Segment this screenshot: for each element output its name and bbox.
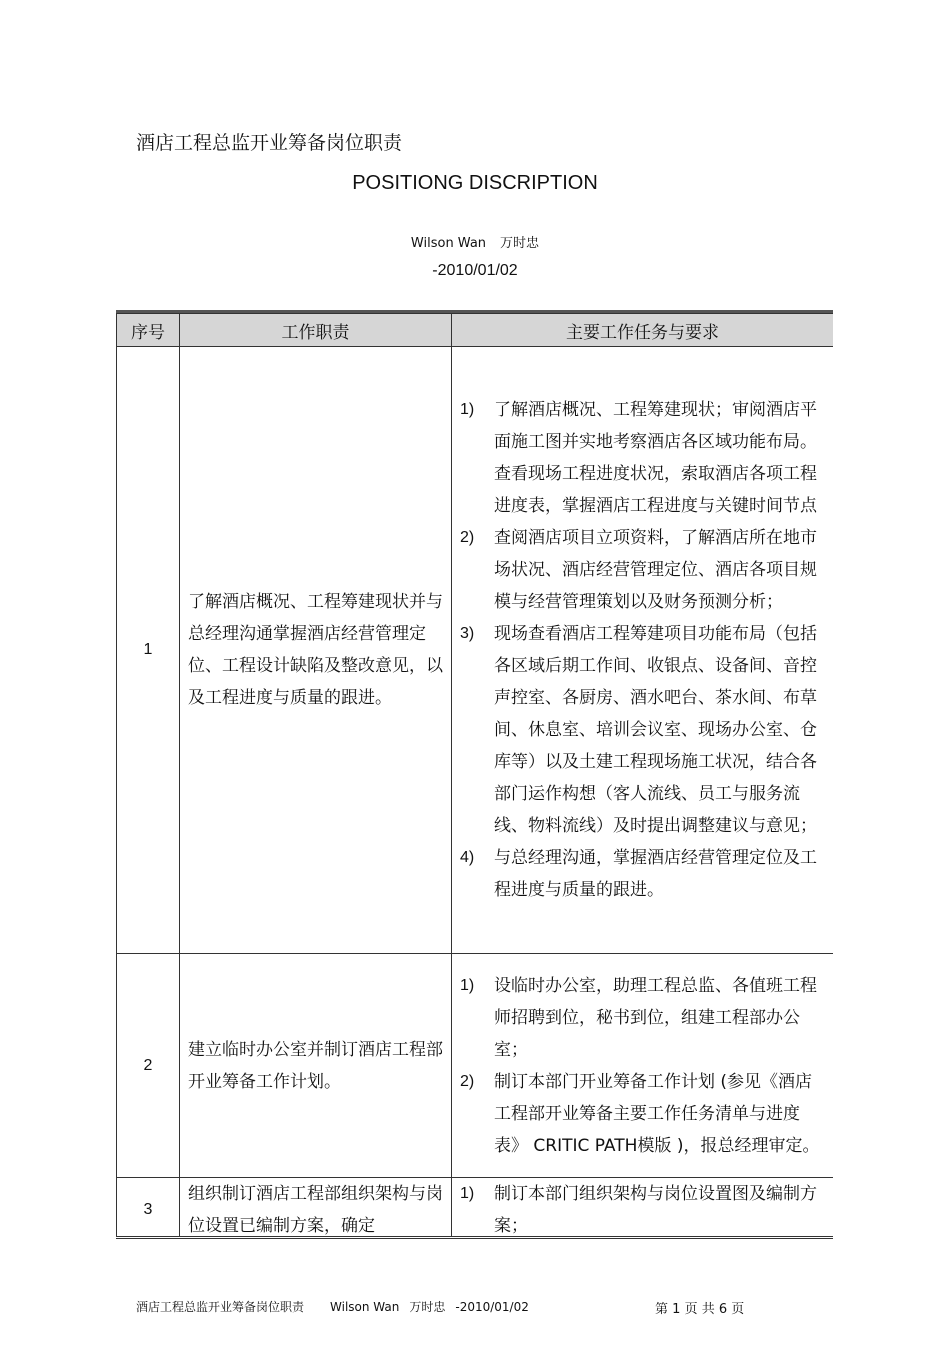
task-text: 制订本部门组织架构与岗位设置图及编制方案； (494, 1184, 817, 1236)
duties-table (116, 310, 833, 1239)
page-prefix: 第 (655, 1302, 669, 1317)
page-current: 1 (672, 1302, 681, 1317)
table-row (117, 954, 834, 1178)
task-item (460, 394, 827, 522)
author-english-name: Wilson Wan (410, 236, 487, 251)
author-chinese-name: 万时忠 (500, 236, 540, 251)
header-number: 序号 (117, 314, 180, 347)
footer-author-english: Wilson Wan (330, 1300, 400, 1314)
task-text: 制订本部门开业筹备工作计划 (参见《酒店工程部开业筹备主要工作任务清单与进度表》 CRITIC PATH模版 )，报总经理审定。 (494, 1071, 820, 1156)
task-number: 2) (460, 1072, 475, 1090)
row-tasks (452, 1178, 834, 1240)
task-number: 1) (460, 1185, 475, 1202)
footer-document-info (136, 1298, 529, 1315)
row-duty: 了解酒店概况、工程筹建现状并与总经理沟通掌握酒店经营管理定位、工程设计缺陷及整改意见，以及工程进度与质量的跟进。 (180, 347, 452, 954)
task-item (460, 522, 827, 618)
row-tasks (452, 954, 834, 1178)
document-date: -2010/01/02 (432, 262, 518, 279)
table-row (117, 1178, 834, 1240)
task-number: 4) (460, 849, 475, 866)
task-text: 查阅酒店项目立项资料，了解酒店所在地市场状况、酒店经营管理定位、酒店各项目规模与经营管理策划以及财务预测分析； (494, 528, 817, 612)
task-text: 现场查看酒店工程筹建项目功能布局（包括各区域后期工作间、收银点、设备间、音控声控室、各厨房、酒水吧台、茶水间、布草间、休息室、培训会议室、现场办公室、仓库等）以及土建工程现场施工状况，结合各部门运作构想（客人流线、员工与服务流线、物料流线）及时提出调整建议与意见； (494, 624, 817, 836)
task-text: 与总经理沟通，掌握酒店经营管理定位及工程进度与质量的跟进。 (494, 848, 817, 900)
footer-title: 酒店工程总监开业筹备岗位职责 (136, 1300, 305, 1314)
task-text: 了解酒店概况、工程筹建现状；审阅酒店平面施工图并实地考察酒店各区域功能布局。查看现场工程进度状况，索取酒店各项工程进度表，掌握酒店工程进度与关键时间节点 (494, 400, 817, 516)
table-row (117, 347, 834, 954)
row-number: 2 (117, 954, 180, 1178)
footer-date: -2010/01/02 (455, 1300, 529, 1314)
task-number: 3) (460, 625, 475, 642)
task-item (460, 618, 827, 842)
row-number: 3 (117, 1178, 180, 1240)
footer-author-chinese: 万时忠 (409, 1300, 446, 1314)
row-tasks (452, 347, 834, 954)
task-item (460, 1178, 827, 1239)
header-duty: 工作职责 (180, 314, 452, 347)
task-number: 2) (460, 529, 475, 546)
task-number: 1) (460, 976, 475, 994)
task-item (460, 1066, 827, 1162)
header-tasks: 主要工作任务与要求 (452, 314, 834, 347)
author-line (0, 232, 950, 251)
page-total: 6 (718, 1302, 728, 1317)
document-subtitle: POSITIONG DISCRIPTION (352, 172, 598, 194)
task-number: 1) (460, 401, 475, 418)
row-duty: 建立临时办公室并制订酒店工程部开业筹备工作计划。 (180, 954, 452, 1178)
document-title: 酒店工程总监开业筹备岗位职责 (136, 132, 403, 154)
page-suffix: 页 (731, 1302, 745, 1317)
task-text: 设临时办公室，助理工程总监、各值班工程师招聘到位，秘书到位，组建工程部办公室； (494, 975, 817, 1060)
task-item (460, 970, 827, 1066)
table-header-row (117, 314, 834, 347)
row-number: 1 (117, 347, 180, 954)
task-item (460, 842, 827, 906)
page-mid: 页 共 (684, 1302, 715, 1317)
footer-page-number (655, 1298, 744, 1317)
row-duty: 组织制订酒店工程部组织架构与岗位设置已编制方案，确定 (180, 1178, 452, 1240)
